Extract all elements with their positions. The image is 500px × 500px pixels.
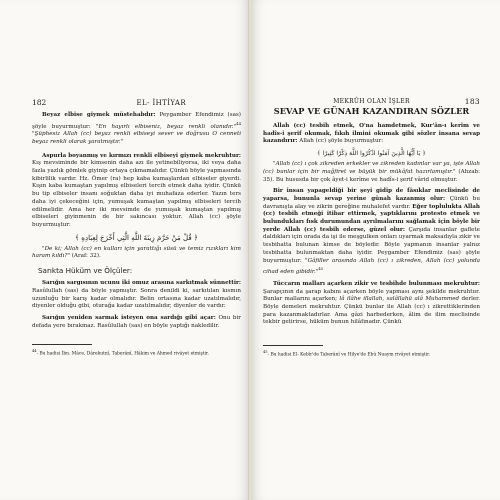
right-verse-translation: "Allah (cc) ı çok zikreden erkekler ve zikreden kadınlar var ya, işte Allah (cc) bunlar için bir mağfiret ve büyük bir mükâfat hazırlamıştır." (Ahzab: 35). Bu hususda bir çok âyet-i kerîme ve hadîs-i şerif vârid olmuştur. — [263, 161, 480, 183]
left-paragraph-turban-unwrap: Sarığın yeniden sarmak isteyen ona sardığı gibi açar: Onu bir defada yere bırakmaz. Rasûlullah (sas) en böyle yaptığı nakledilir. — [32, 314, 241, 329]
right-section-title: SEVAP VE GÜNAH KAZANDIRAN SÖZLER — [273, 106, 470, 116]
footnote-ref-44: 44 — [236, 120, 241, 126]
left-page-header — [32, 98, 241, 107]
left-verse-translation: "De ki; Allah (cc) en kulları için yarattığı süsü ve temiz rızıkları kim haram kıldı?" (Araf: 32). — [32, 245, 241, 260]
right-paragraph-fasiklar: Bir insan yapageldiği bir şeyi gidip de fâsıklar meclisinde de yaparsa, bununla sevap yerine günah kazanmış olur: Çünkü bu davranışta alay ve zikrin gereğine muhalefet vardır. Eğer toplulukta Allah (cc) tesbih etmeği itibar ettirmek, yaptıklarını protesto etmek ve bulundukları fısk durumundan ayrılmalarını sağlamak için böyle bir yerde Allah (cc) tesbih ederse, güzel olur: Çarşıda insanlar gaflete daldıkları için orada da işi ile meşgulken onları uyarmak maksadıyla zikir ve tesbihatta bulunan kimse de böyledir. Böyle yapmanın insanlar yalnız tesbihatta bulunmaktan daha iyidir. Peygamber Efendimiz (sas) şöyle buyurmuştur: "Gâfiller arasında Allah (cc) ı zikreden, Allah (cc) yolunda cihad eden gibidir."$^{45}$ — [263, 188, 480, 276]
left-page-number: 182 — [32, 98, 47, 107]
left-page — [0, 0, 249, 500]
left-paragraph-white-clothes: Beyaz elbise giymek müstehabdır: Peygamber Efendimiz (sas) şöyle buyurmuştur: "En hayırlı elbiseniz, beyaz renkli olanıdır."$^{44}$ "Şüphesiz Allah (cc) beyaz renkli elbiseyi sever ve doğrusu O cenneti beyaz renkli olarak yaratmıştır." — [32, 112, 241, 145]
right-page-header — [263, 98, 480, 105]
footnote-ref-45: 45 — [318, 266, 324, 272]
right-paragraph-tesbih: Allah (cc) tesbih etmek, O'na hamdetmek, Kur'ân-ı kerîm ve hadîs-i şerif okumak, fıkıh ilmini okumak gibi sözler insana sevap kazandırır: Allah (cc) şöyle buyurmuştur: — [263, 123, 480, 145]
right-page — [251, 0, 500, 500]
right-paragraph-tuccar: Tüccarın malları açarken zikir ve tesbihde bulunması mekruhtur: Şarapçının da şarap kabını açarken böyle yapması aynı şekilde mekruhtur. Bunlar mallarını açarken; lâ ilâhe illallah, salâllahü alâ Muhammed derler. Böyle demeleri mekruhtur. Çünkü bunlar ile Allah (cc) ı zikrettiklerinden para kazanmaktadırlar. Ama gâzi harbederken, âlim de ilim meclisinde tekbir getirirse, hüküm bunun hilâfınadır. Çünkü — [263, 280, 481, 326]
right-footnote: $^{45}$- Bu hadisi El- Kebîr'de Taberânî ve Hilye'de Ebû Nuaym rivâyet etmiştir. — [263, 350, 431, 358]
left-arabic-verse: ﴿ قُلْ مَنْ حَرَّمَ زِينَةَ اللَّهِ الَّتِي أَخْرَجَ لِعِبَادِهِ ﴾ — [74, 233, 199, 242]
right-footnote-rule — [263, 345, 323, 346]
left-paragraph-red-clothes: Aspurla boyanmış ve kırmızı renkli elbiseyi giymek mekruhtur: Kış mevsiminde bir kimsenin daha azı ile yetinebiliyorsa, iki veya daha fazla yazlık gömlek giyinip ortaya çıkmamalıdır. Çünkü böyle yapmasında kibirlilik vardır. Hz. Ömer (ra) hep kaba kumaşlardan elbiseler giyerdi. Kışın kaba kumaştan yapılmış elbiseleri tercih etmek daha iyidir. Çünkü bu tip elbiseler insanı soğuktan daha iyi muhafaza ederler. Yazın ters daha iyi çekeceğini için, yumuşak kumaştan yapılmış elbiseleri tercih edilmelidir. Ama her iki mevsimde de yumuşak kumaştan yapılmış elbiseleri giyinmenin de bir sakıncası yoktur. Allah (cc) şöyle buyurmuştur: — [32, 152, 241, 228]
right-page-number: 183 — [464, 97, 480, 106]
left-running-head: EL- İHTİYAR — [136, 99, 186, 107]
right-arabic-verse: ﴿ يَا أَيُّهَا الَّذِينَ آمَنُوا اذْكُرُوا اللَّهَ ذِكْرًا كَثِيرًا ﴾ — [317, 150, 426, 158]
left-paragraph-turban-end: Sarığın sargısının ucunu iki omuz arasına sarkıtmak sünnettir: Rasûlullah (sas) da böyle yapmıştır. Sonra denildi ki, sarkıtılan kısmın uzunluğu bir karış kadar olmalıdır. Belin ortasına kadar uzatılmalıdır, diyenler olduğu gibi, oturağa kadar uzatılmalıdır, diyenler de vardır. — [32, 280, 241, 310]
left-subheading: Sarıkta Hüküm ve Ölçüler: — [38, 266, 133, 276]
right-running-head: MEKRÛH OLAN İŞLER — [333, 98, 410, 105]
left-footnote-rule — [32, 344, 92, 345]
left-footnote: $^{44}$- Bu hadisi İbn. Mâce, Dârekutnî, Taberânî, Hâkim ve Ahmed rivâyet etmiştir. — [32, 349, 209, 357]
